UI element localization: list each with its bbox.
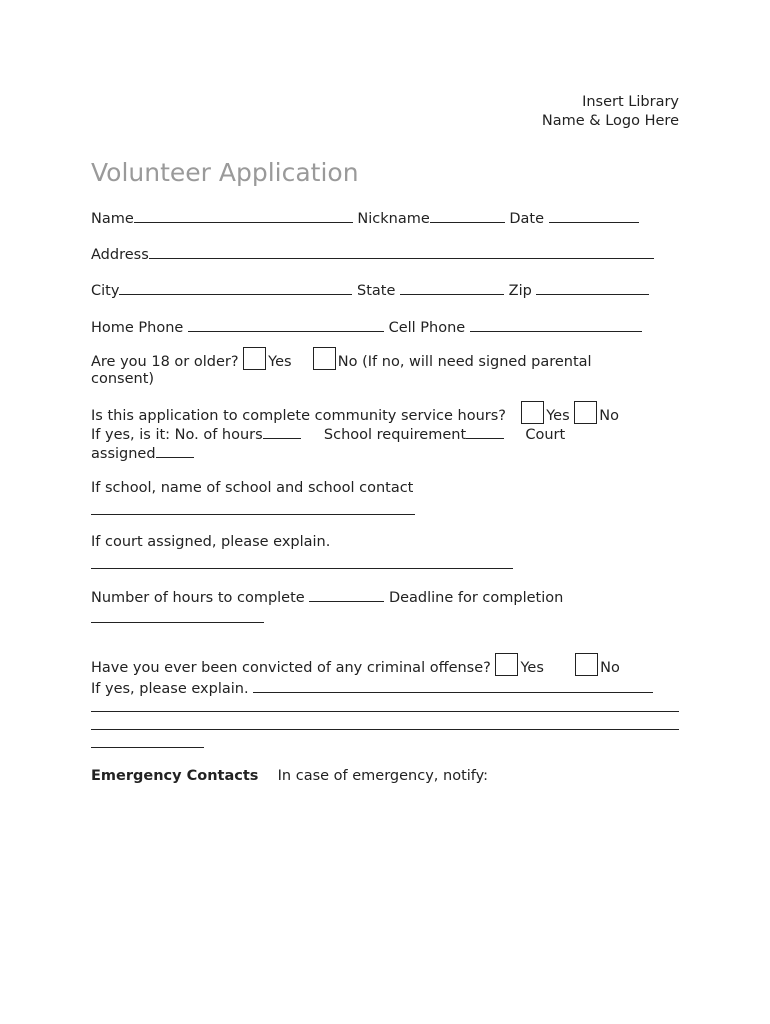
court-assigned-field[interactable]: [156, 442, 194, 458]
criminal-no-label: No: [600, 660, 620, 676]
page-title: Volunteer Application: [91, 158, 359, 187]
criminal-explain-row: [91, 677, 653, 699]
school-label: If school, name of school and school contact: [91, 480, 414, 496]
name-row: [91, 207, 639, 229]
hours-row: [91, 586, 563, 608]
name-label: Name: [91, 211, 134, 227]
community-yes-checkbox[interactable]: [521, 401, 544, 424]
age-question-row: [91, 347, 592, 372]
school-field[interactable]: [91, 514, 415, 515]
date-label: Date: [509, 211, 545, 227]
deadline-field[interactable]: [91, 622, 264, 623]
community-question: Is this application to complete community service hours?: [91, 408, 506, 424]
library-logo-placeholder: [542, 93, 679, 131]
state-label: State: [357, 283, 396, 299]
criminal-explain-line-3[interactable]: [91, 729, 679, 730]
criminal-no-checkbox[interactable]: [575, 653, 598, 676]
logo-line-1: Insert Library: [582, 94, 679, 110]
court-label: Court: [525, 427, 566, 443]
criminal-explain-field[interactable]: [253, 677, 653, 693]
court-explain-label: If court assigned, please explain.: [91, 534, 331, 550]
emergency-row: [91, 766, 488, 786]
state-field[interactable]: [400, 279, 504, 295]
city-field[interactable]: [119, 279, 352, 295]
criminal-row: [91, 653, 620, 678]
court-assigned-row: [91, 442, 194, 464]
number-hours-field[interactable]: [309, 586, 384, 602]
address-row: [91, 243, 654, 265]
number-hours-label: Number of hours to complete: [91, 590, 305, 606]
emergency-text: In case of emergency, notify:: [277, 768, 489, 784]
community-no-label: No: [599, 408, 619, 424]
community-yes-label: Yes: [546, 408, 570, 424]
city-row: [91, 279, 649, 301]
school-requirement-field[interactable]: [466, 423, 504, 439]
age-question: Are you 18 or older?: [91, 354, 239, 370]
criminal-question: Have you ever been convicted of any criminal offense?: [91, 660, 491, 676]
address-label: Address: [91, 247, 149, 263]
city-label: City: [91, 283, 120, 299]
school-requirement-label: School requirement: [323, 427, 467, 443]
age-yes-checkbox[interactable]: [243, 347, 266, 370]
emergency-heading: Emergency Contacts: [91, 768, 259, 784]
court-assigned-label: assigned: [91, 446, 156, 462]
criminal-yes-checkbox[interactable]: [495, 653, 518, 676]
phone-row: [91, 316, 642, 338]
date-field[interactable]: [549, 207, 639, 223]
home-phone-field[interactable]: [188, 316, 384, 332]
nickname-label: Nickname: [357, 211, 430, 227]
nickname-field[interactable]: [430, 207, 505, 223]
home-phone-label: Home Phone: [91, 320, 184, 336]
age-no-label: No (If no, will need signed parental: [337, 354, 592, 370]
criminal-yes-label: Yes: [520, 660, 544, 676]
cell-phone-field[interactable]: [470, 316, 642, 332]
logo-line-2: Name & Logo Here: [541, 113, 679, 129]
community-no-checkbox[interactable]: [574, 401, 597, 424]
if-yes-hours-label: If yes, is it: No. of hours: [91, 427, 263, 443]
criminal-explain-line-4[interactable]: [91, 747, 204, 748]
hours-field[interactable]: [263, 423, 301, 439]
zip-label: Zip: [508, 283, 532, 299]
address-field[interactable]: [149, 243, 654, 259]
criminal-explain-line-2[interactable]: [91, 711, 679, 712]
zip-field[interactable]: [536, 279, 649, 295]
deadline-label: Deadline for completion: [388, 590, 564, 606]
age-question-cont: consent): [91, 371, 155, 387]
criminal-explain-label: If yes, please explain.: [91, 681, 249, 697]
age-yes-label: Yes: [268, 354, 292, 370]
age-no-checkbox[interactable]: [313, 347, 336, 370]
court-explain-field[interactable]: [91, 568, 513, 569]
name-field[interactable]: [134, 207, 353, 223]
cell-phone-label: Cell Phone: [388, 320, 466, 336]
